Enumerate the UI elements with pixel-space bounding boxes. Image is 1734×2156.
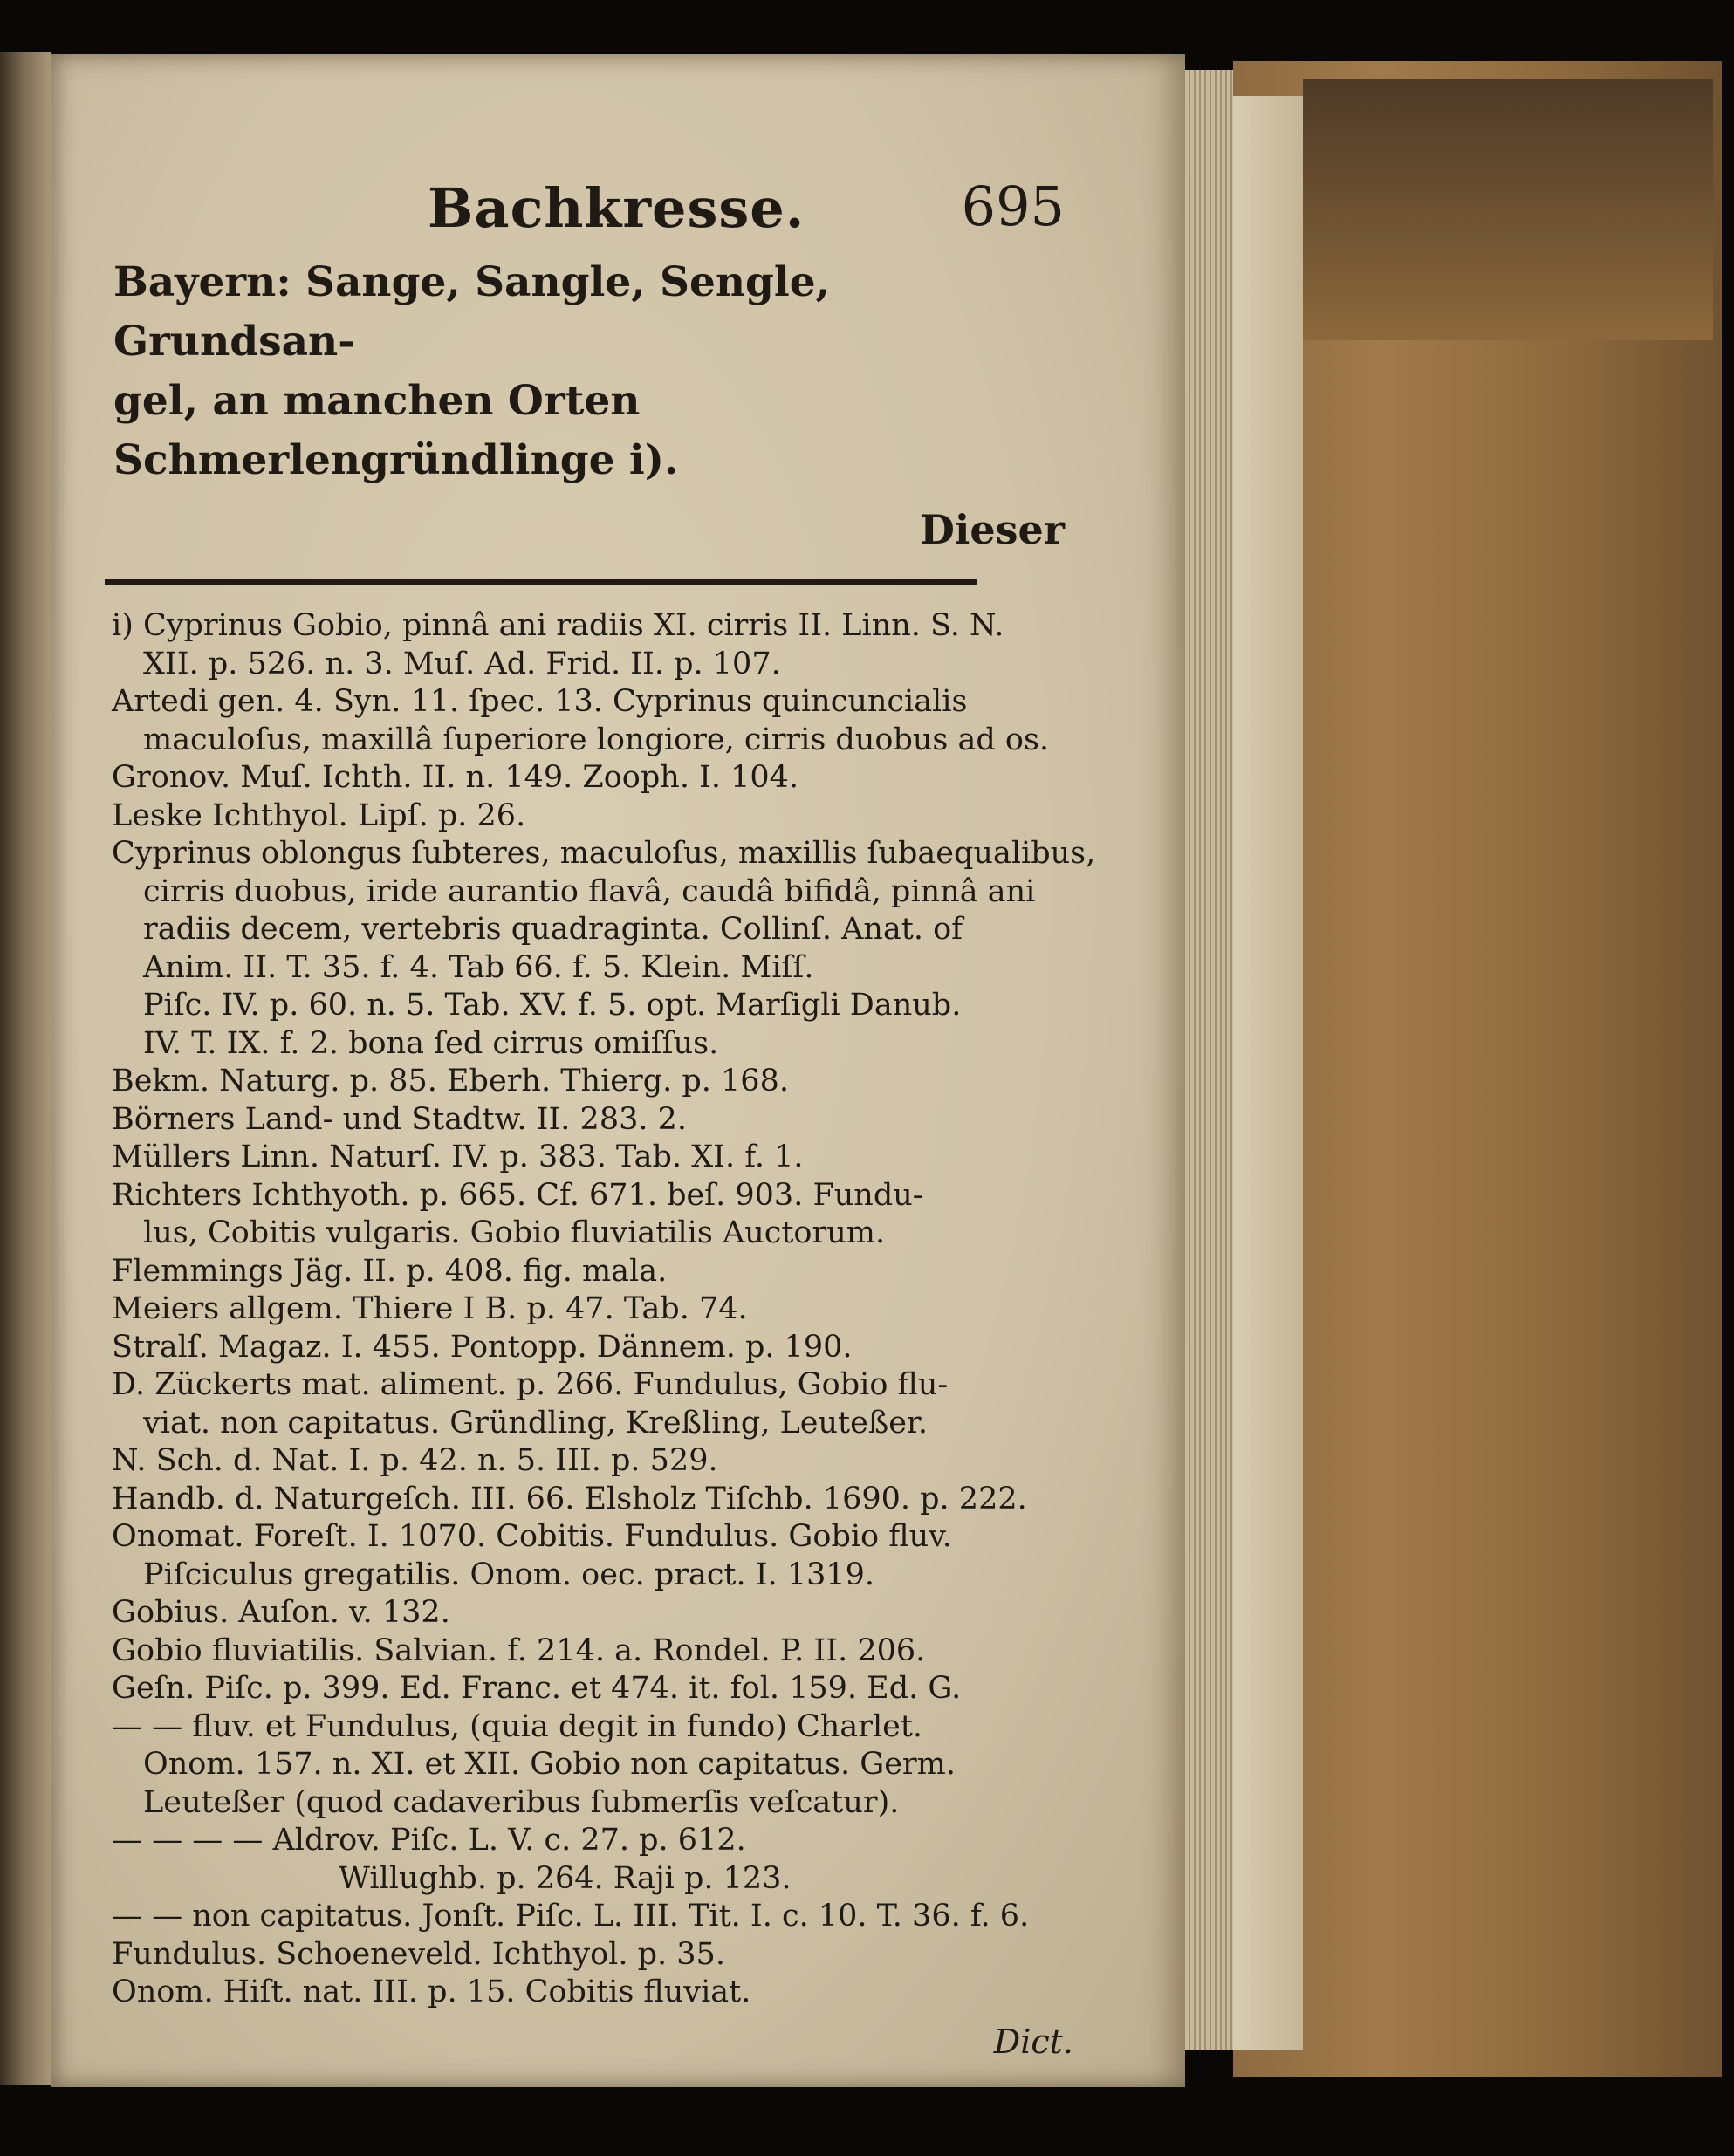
footnote-line: N. Sch. d. Nat. I. p. 42. n. 5. III. p. 529. <box>112 1443 718 1478</box>
footnotes <box>112 607 1096 2012</box>
footnote-line: viat. non capitatus. Gründling, Kreßling, Leuteßer. <box>143 1405 928 1441</box>
footnote-line: Meiers allgem. Thiere I B. p. 47. Tab. 74. <box>112 1291 748 1326</box>
footnote-line: D. Zückerts mat. aliment. p. 266. Fundulus, Gobio flu- <box>112 1367 949 1402</box>
footnote-line: Cyprinus oblongus ſubteres, maculoſus, maxillis ſubaequalibus, <box>112 836 1096 871</box>
main-text <box>113 253 1065 490</box>
running-title: Bachkresse. <box>428 176 805 240</box>
footnote-line: Gobio fluviatilis. Salvian. f. 214. a. Rondel. P. II. 206. <box>112 1632 926 1668</box>
page-content <box>87 122 1096 2061</box>
book-cover <box>1233 61 1722 2077</box>
footnote-line: Richters Ichthyoth. p. 665. Cf. 671. beſ. 903. Fundu- <box>112 1177 923 1213</box>
footnote-line: Gobius. Auſon. v. 132. <box>112 1595 450 1630</box>
footnote-line: Handb. d. Naturgeſch. III. 66. Elsholz Tiſchb. 1690. p. 222. <box>112 1481 1027 1516</box>
footnote-line: — — — — Aldrov. Piſc. L. V. c. 27. p. 612. <box>112 1823 746 1858</box>
footnote-line: i) Cyprinus Gobio, pinnâ ani radiis XI. cirris II. Linn. S. N. <box>112 608 1004 643</box>
left-page-edge <box>0 52 51 2085</box>
footnote-line: Flemmings Jäg. II. p. 408. fig. mala. <box>112 1253 668 1289</box>
footnote-line: Gronov. Muſ. Ichth. II. n. 149. Zooph. I. 104. <box>112 760 799 795</box>
footnote-line: Willughb. p. 264. Raji p. 123. <box>339 1860 792 1896</box>
footnote-line: Piſc. IV. p. 60. n. 5. Tab. XV. f. 5. opt. Marſigli Danub. <box>143 988 962 1023</box>
page-header <box>87 122 1065 253</box>
footnote-line: XII. p. 526. n. 3. Muſ. Ad. Frid. II. p. 107. <box>143 646 781 681</box>
footnote-line: Onom. 157. n. XI. et XII. Gobio non capitatus. Germ. <box>143 1747 956 1782</box>
footnote-line: Müllers Linn. Naturſ. IV. p. 383. Tab. XI. f. 1. <box>112 1140 804 1174</box>
footnote-line: Onomat. Foreſt. I. 1070. Cobitis. Fundulus. Gobio fluv. <box>112 1519 952 1554</box>
footnote-line: — — fluv. et Fundulus, (quia degit in fundo) Charlet. <box>112 1708 923 1744</box>
footnote-line: Artedi gen. 4. Syn. 11. ſpec. 13. Cyprinus quincuncialis <box>112 684 968 719</box>
footnote-line: cirris duobus, iride aurantio flavâ, caudâ bifidâ, pinnâ ani <box>143 873 1036 909</box>
footnote-line: Leske Ichthyol. Lipſ. p. 26. <box>112 797 526 833</box>
catchword-top: Dieser <box>919 506 1065 553</box>
footnote-line: IV. T. IX. f. 2. bona ſed cirrus omiſſus. <box>143 1025 719 1061</box>
footnote-line: Geſn. Piſc. p. 399. Ed. Franc. et 474. it. fol. 159. Ed. G. <box>112 1671 962 1706</box>
page-number: 695 <box>961 175 1065 238</box>
footnote-line: Leuteßer (quod cadaveribus ſubmerſis veſcatur). <box>143 1784 900 1820</box>
footnote-line: Stralſ. Magaz. I. 455. Pontopp. Dännem. p. 190. <box>112 1329 853 1365</box>
footnote-line: Piſciculus gregatilis. Onom. oec. pract. I. 1319. <box>143 1557 875 1592</box>
horizontal-rule <box>105 579 977 585</box>
footnote-line: Börners Land- und Stadtw. II. 283. 2. <box>112 1101 688 1137</box>
footnote-line: Onom. Hiſt. nat. III. p. 15. Cobitis fluviat. <box>112 1975 751 2009</box>
footnote-line: Anim. II. T. 35. f. 4. Tab 66. f. 5. Klein. Miſſ. <box>143 949 814 985</box>
catchword-bottom: Dict. <box>993 2022 1073 2061</box>
footnote-line: maculoſus, maxillâ ſuperiore longiore, cirris duobus ad os. <box>143 722 1050 757</box>
footnote-line: Fundulus. Schoeneveld. Ichthyol. p. 35. <box>112 1936 725 1972</box>
footnote-line: radiis decem, vertebris quadraginta. Collinſ. Anat. of <box>143 912 963 947</box>
cover-board-edge <box>1233 96 1303 2050</box>
footnote-line: lus, Cobitis vulgaris. Gobio fluviatilis Auctorum. <box>143 1215 886 1250</box>
cover-shadow <box>1303 79 1713 340</box>
main-text-line: Bayern: Sange, Sangle, Sengle, Grundsan- <box>113 258 831 366</box>
page-stack-edge <box>1185 70 1233 2050</box>
footnote-line: — — non capitatus. Jonſt. Piſc. L. III. Tit. I. c. 10. T. 36. f. 6. <box>112 1899 1030 1934</box>
footnote-line: Bekm. Naturg. p. 85. Eberh. Thierg. p. 168. <box>112 1064 789 1099</box>
main-text-line: gel, an manchen Orten Schmerlengründlinge i). <box>113 377 679 484</box>
